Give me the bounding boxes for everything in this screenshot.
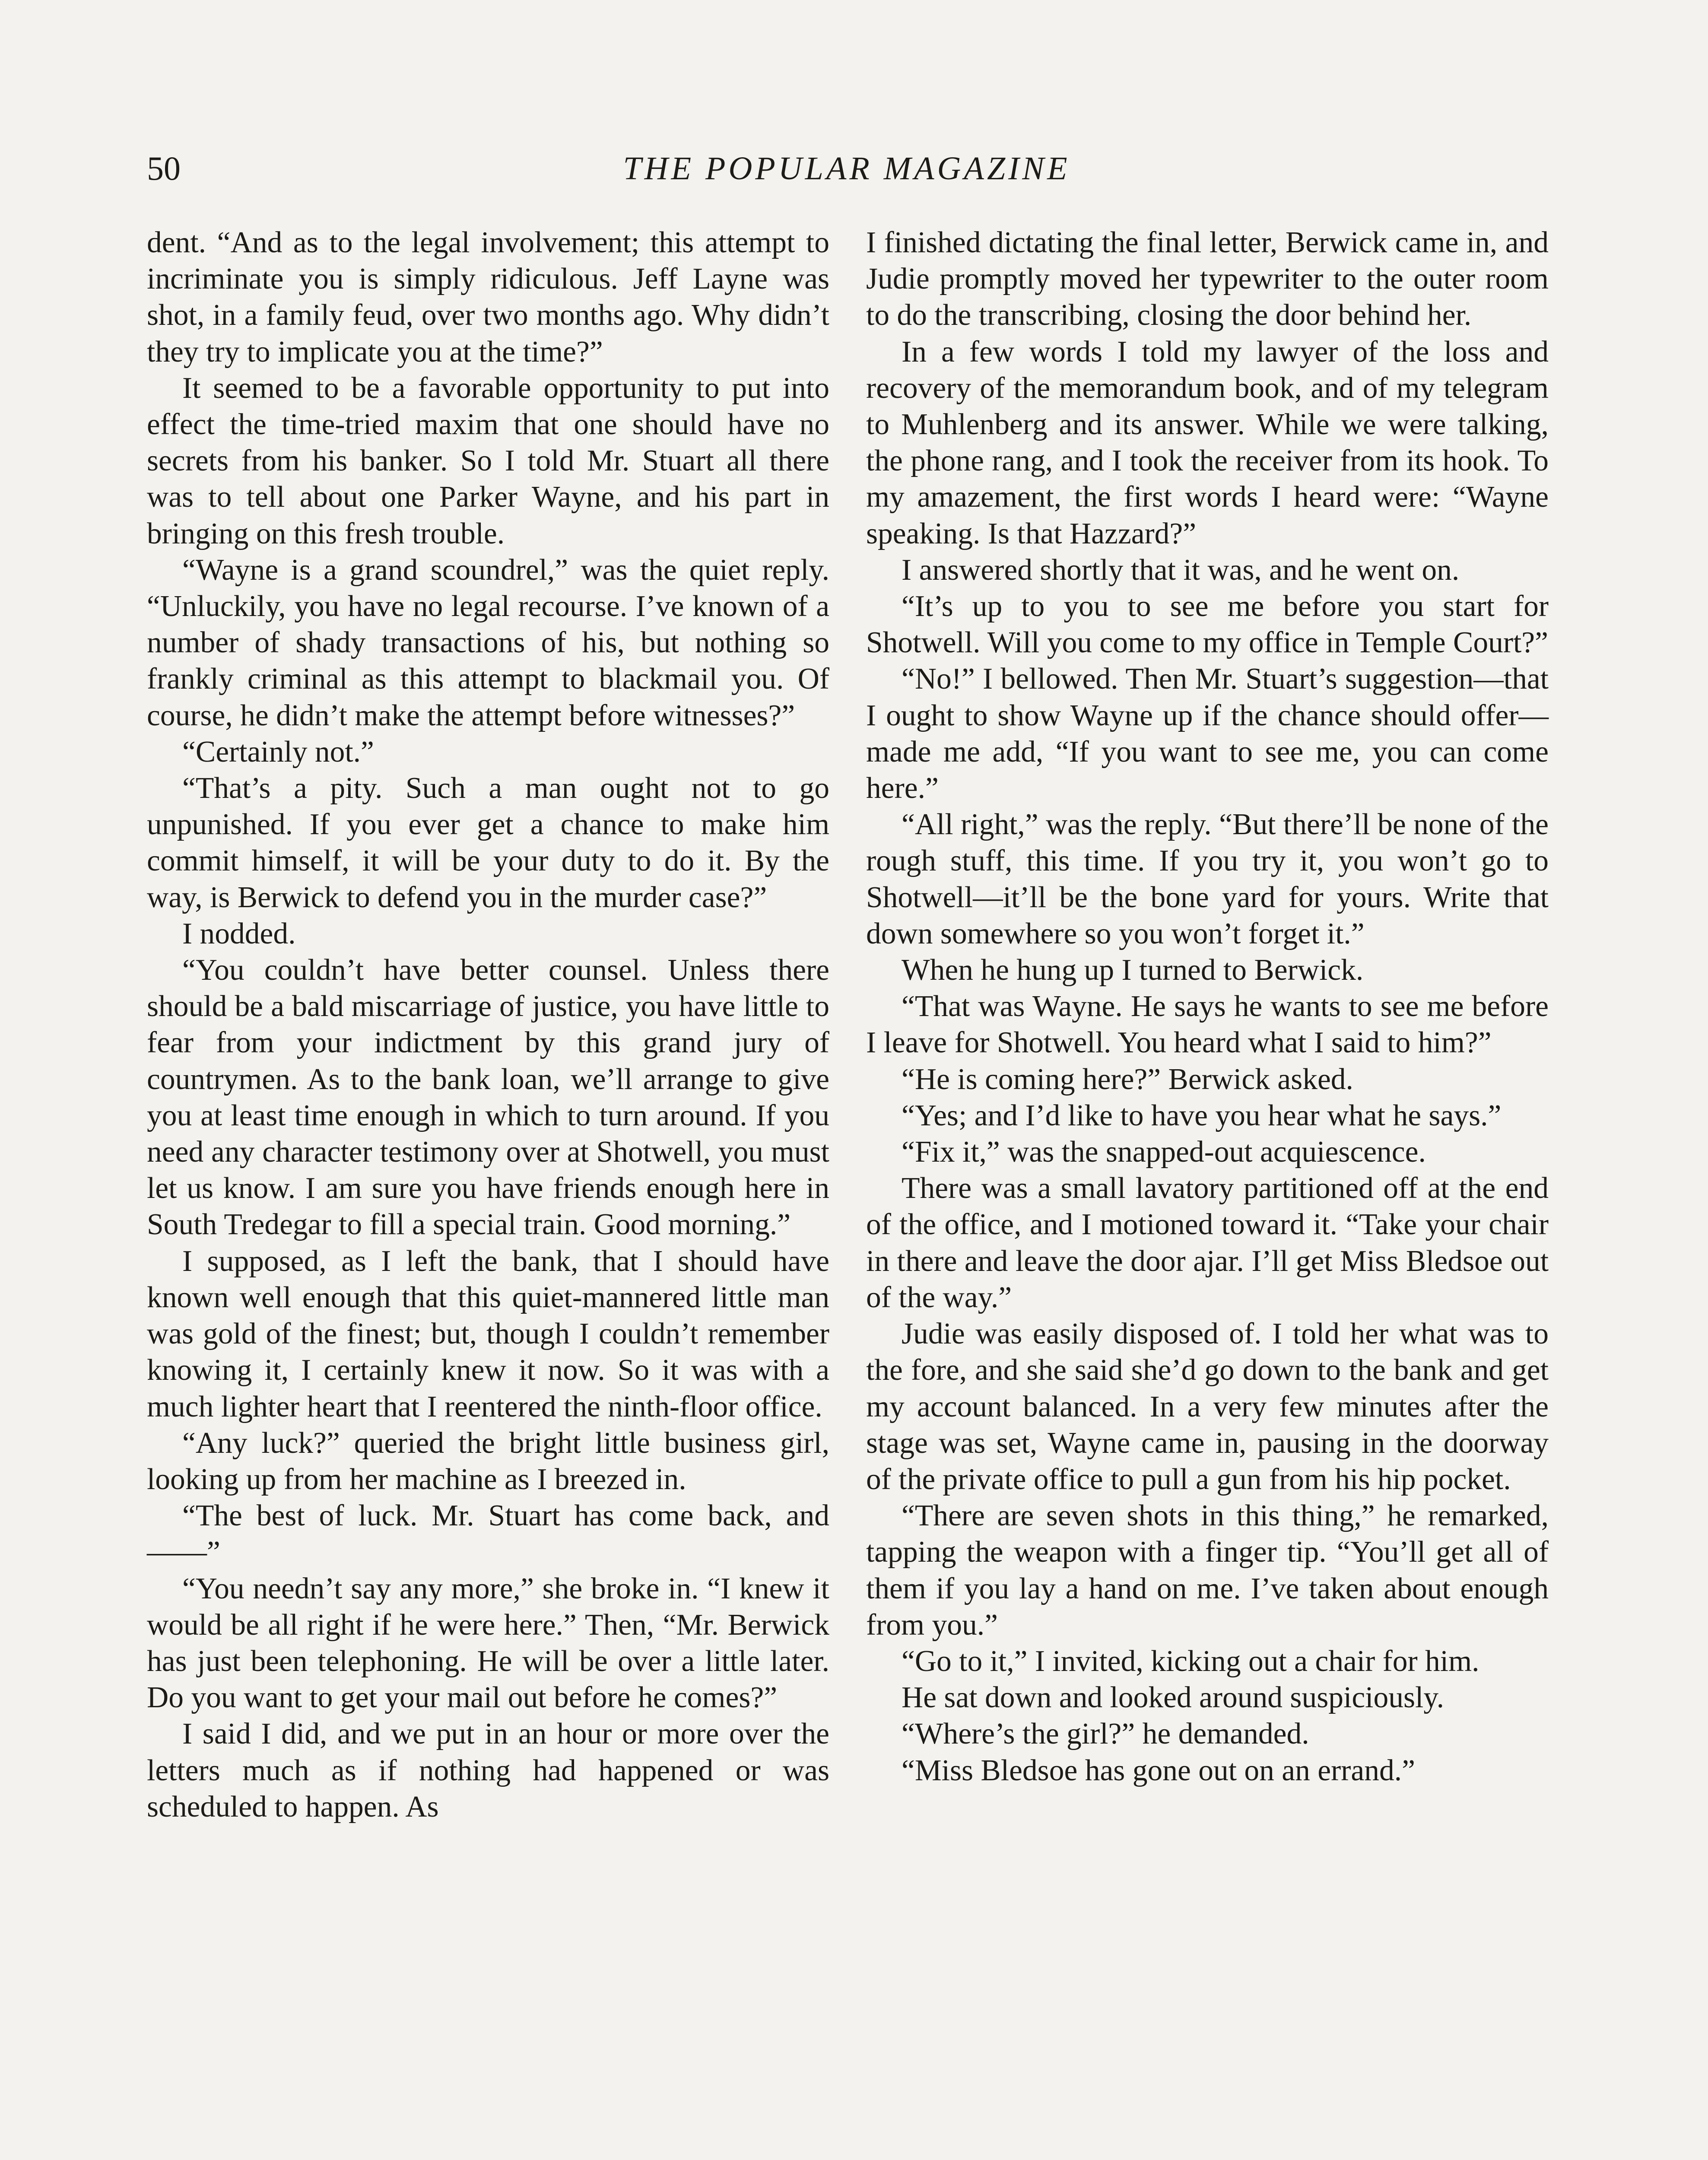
paragraph: “He is coming here?” Berwick asked.: [902, 1062, 1353, 1096]
paragraph: “You needn’t say any more,” she broke in. “I knew it would be all right if he were here.” Then, “Mr. Berwick has just been telephoning. He will be over a little later. Do you want to get your mail out before he comes?”: [147, 1572, 829, 1715]
paragraph: “Where’s the girl?” he demanded.: [902, 1717, 1309, 1751]
paragraph: “You couldn’t have better counsel. Unless there should be a bald miscarriage of justice, you have little to fear from your indictment by this grand jury of countrymen. As to the bank loan, we’ll arrange to give you at least time enough in which to turn around. If you need any character testimony over at Shotwell, you must let us know. I am sure you have friends enough here in South Tredegar to fill a special train. Good morning.”: [147, 953, 829, 1242]
paragraph: It seemed to be a favorable opportunity to put into effect the time-tried maxim that one should have no secrets from his banker. So I told Mr. Stuart all there was to tell about one Parker Wayne, and his part in bringing on this fresh trouble.: [147, 371, 829, 550]
paragraph: I nodded.: [182, 917, 296, 950]
paragraph: dent. “And as to the legal involvement; this attempt to incriminate you is simply ridiculous. Jeff Layne was shot, in a family feud, over two months ago. Why didn’t they try to implicate you at the time?”: [147, 226, 829, 368]
paragraph: “It’s up to you to see me before you start for Shotwell. Will you come to my office in Temple Court?”: [866, 590, 1549, 660]
page-header: [147, 143, 1546, 194]
right-text-column: [866, 225, 1549, 1789]
paragraph: “Any luck?” queried the bright little business girl, looking up from her machine as I breezed in.: [147, 1426, 829, 1496]
paragraph: “Go to it,” I invited, kicking out a chair for him.: [902, 1644, 1479, 1678]
paragraph: “Certainly not.”: [182, 735, 374, 769]
paragraph: I said I did, and we put in an hour or more over the letters much as if nothing had happened or was scheduled to happen. As: [147, 1717, 829, 1823]
left-text-column: [147, 225, 829, 1825]
running-title: THE POPULAR MAGAZINE: [623, 150, 1070, 187]
paragraph: When he hung up I turned to Berwick.: [902, 953, 1364, 987]
paragraph: “All right,” was the reply. “But there’ll be none of the rough stuff, this time. If you try it, you won’t go to Shotwell—it’ll be the bone yard for yours. Write that down somewhere so you won’t forget it.”: [866, 808, 1549, 950]
page-number: 50: [147, 149, 181, 187]
paragraph: I finished dictating the final letter, Berwick came in, and Judie promptly moved her typewriter to the outer room to do the transcribing, closing the door behind her.: [866, 226, 1549, 332]
paragraph: “Yes; and I’d like to have you hear what he says.”: [902, 1099, 1502, 1132]
paragraph: He sat down and looked around suspiciously.: [902, 1681, 1444, 1715]
paragraph: I answered shortly that it was, and he went on.: [902, 553, 1460, 587]
paragraph: There was a small lavatory partitioned off at the end of the office, and I motioned toward it. “Take your chair in there and leave the door ajar. I’ll get Miss Bledsoe out of the way.”: [866, 1172, 1549, 1314]
paragraph: “The best of luck. Mr. Stuart has come back, and——”: [147, 1499, 829, 1569]
paragraph: “That’s a pity. Such a man ought not to go unpunished. If you ever get a chance to make him commit himself, it will be your duty to do it. By the way, is Berwick to defend you in the murder case?”: [147, 772, 829, 914]
paragraph: “Wayne is a grand scoundrel,” was the quiet reply. “Unluckily, you have no legal recourse. I’ve known of a number of shady transactions of his, but nothing so frankly criminal as this attempt to blackmail you. Of course, he didn’t make the attempt before witnesses?”: [147, 553, 829, 732]
paragraph: “No!” I bellowed. Then Mr. Stuart’s suggestion—that I ought to show Wayne up if the chance should offer—made me add, “If you want to see me, you can come here.”: [866, 662, 1549, 805]
paragraph: Judie was easily disposed of. I told her what was to the fore, and she said she’d go down to the bank and get my account balanced. In a very few minutes after the stage was set, Wayne came in, pausing in the doorway of the private office to pull a gun from his hip pocket.: [866, 1317, 1549, 1496]
paragraph: “There are seven shots in this thing,” he remarked, tapping the weapon with a finger tip. “You’ll get all of them if you lay a hand on me. I’ve taken about enough from you.”: [866, 1499, 1549, 1642]
paragraph: I supposed, as I left the bank, that I should have known well enough that this quiet-mannered little man was gold of the finest; but, though I couldn’t remember knowing it, I certainly knew it now. So it was with a much lighter heart that I reentered the ninth-floor office.: [147, 1244, 829, 1423]
paragraph: “Fix it,” was the snapped-out acquiescence.: [902, 1135, 1426, 1169]
paragraph: “That was Wayne. He says he wants to see me before I leave for Shotwell. You heard what I said to him?”: [866, 990, 1549, 1060]
paragraph: In a few words I told my lawyer of the loss and recovery of the memorandum book, and of my telegram to Muhlenberg and its answer. While we were talking, the phone rang, and I took the receiver from its hook. To my amazement, the first words I heard were: “Wayne speaking. Is that Hazzard?”: [866, 335, 1549, 550]
paragraph: “Miss Bledsoe has gone out on an errand.”: [902, 1753, 1415, 1787]
